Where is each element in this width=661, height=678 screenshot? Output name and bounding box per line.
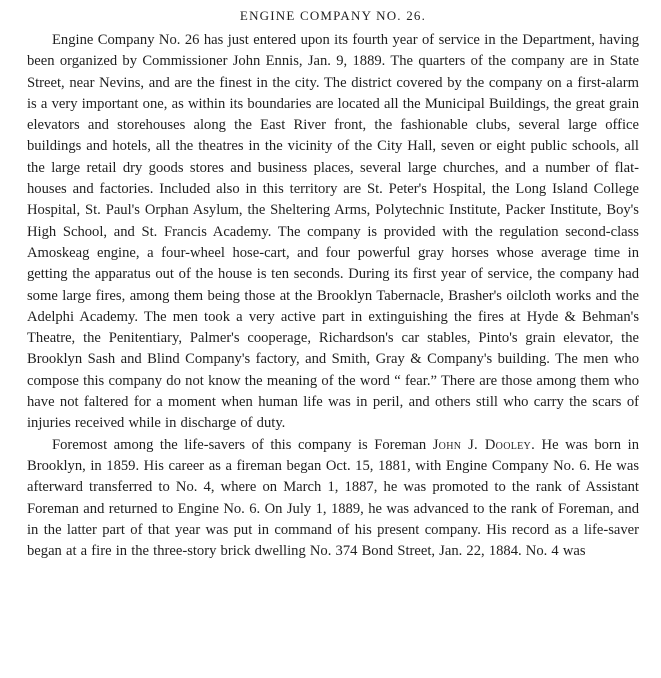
- document-page: [27, 6, 639, 562]
- paragraph-text-after: He was born in Brooklyn, in 1859. His career as a fireman began Oct. 15, 1881, with Engine Company No. 6. He was afterward transferred to No. 4, where on March 1, 1887, he was promoted to the rank of Assistant Foreman and returned to Engine No. 6. On July 1, 1889, he was advanced to the rank of Foreman, and in the latter part of that year was put in command of his present company. His record as a life-saver began at a fire in the three-story brick dwelling No. 374 Bond Street, Jan. 22, 1884. No. 4 was: [27, 436, 639, 560]
- page-heading: ENGINE COMPANY NO. 26.: [239, 8, 427, 23]
- foreman-name: John J. Dooley.: [432, 436, 536, 453]
- paragraph-text-before: Foremost among the life-savers of this company is Foreman: [52, 436, 433, 453]
- paragraph-company-history: Engine Company No. 26 has just entered upon its fourth year of service in the Department, having been organized by Commissioner John Ennis, Jan. 9, 1889. The quarters of the company are in State Street, near Nevins, and are the finest in the city. The district covered by the company on a first-alarm is a very important one, as within its boundaries are located all the Municipal Buildings, the great grain elevators and storehouses along the East River front, the fashionable clubs, several large office buildings and hotels, all the theatres in the vicinity of the City Hall, seven or eight public schools, all the large retail dry goods stores and business places, several large churches, and a number of flat-houses and factories. Included also in this territory are St. Peter's Hospital, the Long Island College Hospital, St. Paul's Orphan Asylum, the Sheltering Arms, Polytechnic Institute, Packer Institute, Boy's High School, and St. Francis Academy. The company is provided with the regulation second-class Amoskeag engine, a four-wheel hose-cart, and four powerful gray horses whose average time in getting the apparatus out of the house is ten seconds. During its first year of service, the company had some large fires, among them being those at the Brooklyn Tabernacle, Brasher's oilcloth works and the Adelphi Academy. The men took a very active part in extinguishing the fires at Hyde & Behman's Theatre, the Penitentiary, Palmer's cooperage, Richardson's car stables, Pinto's grain elevator, the Brooklyn Sash and Blind Company's factory, and Smith, Gray & Company's building. The men who compose this company do not know the meaning of the word “ fear.” There are those among them who have not faltered for a moment when human life was in peril, and others still who carry the scars of injuries received while in discharge of duty.: [27, 32, 639, 432]
- paragraph-foreman-dooley: [27, 435, 639, 563]
